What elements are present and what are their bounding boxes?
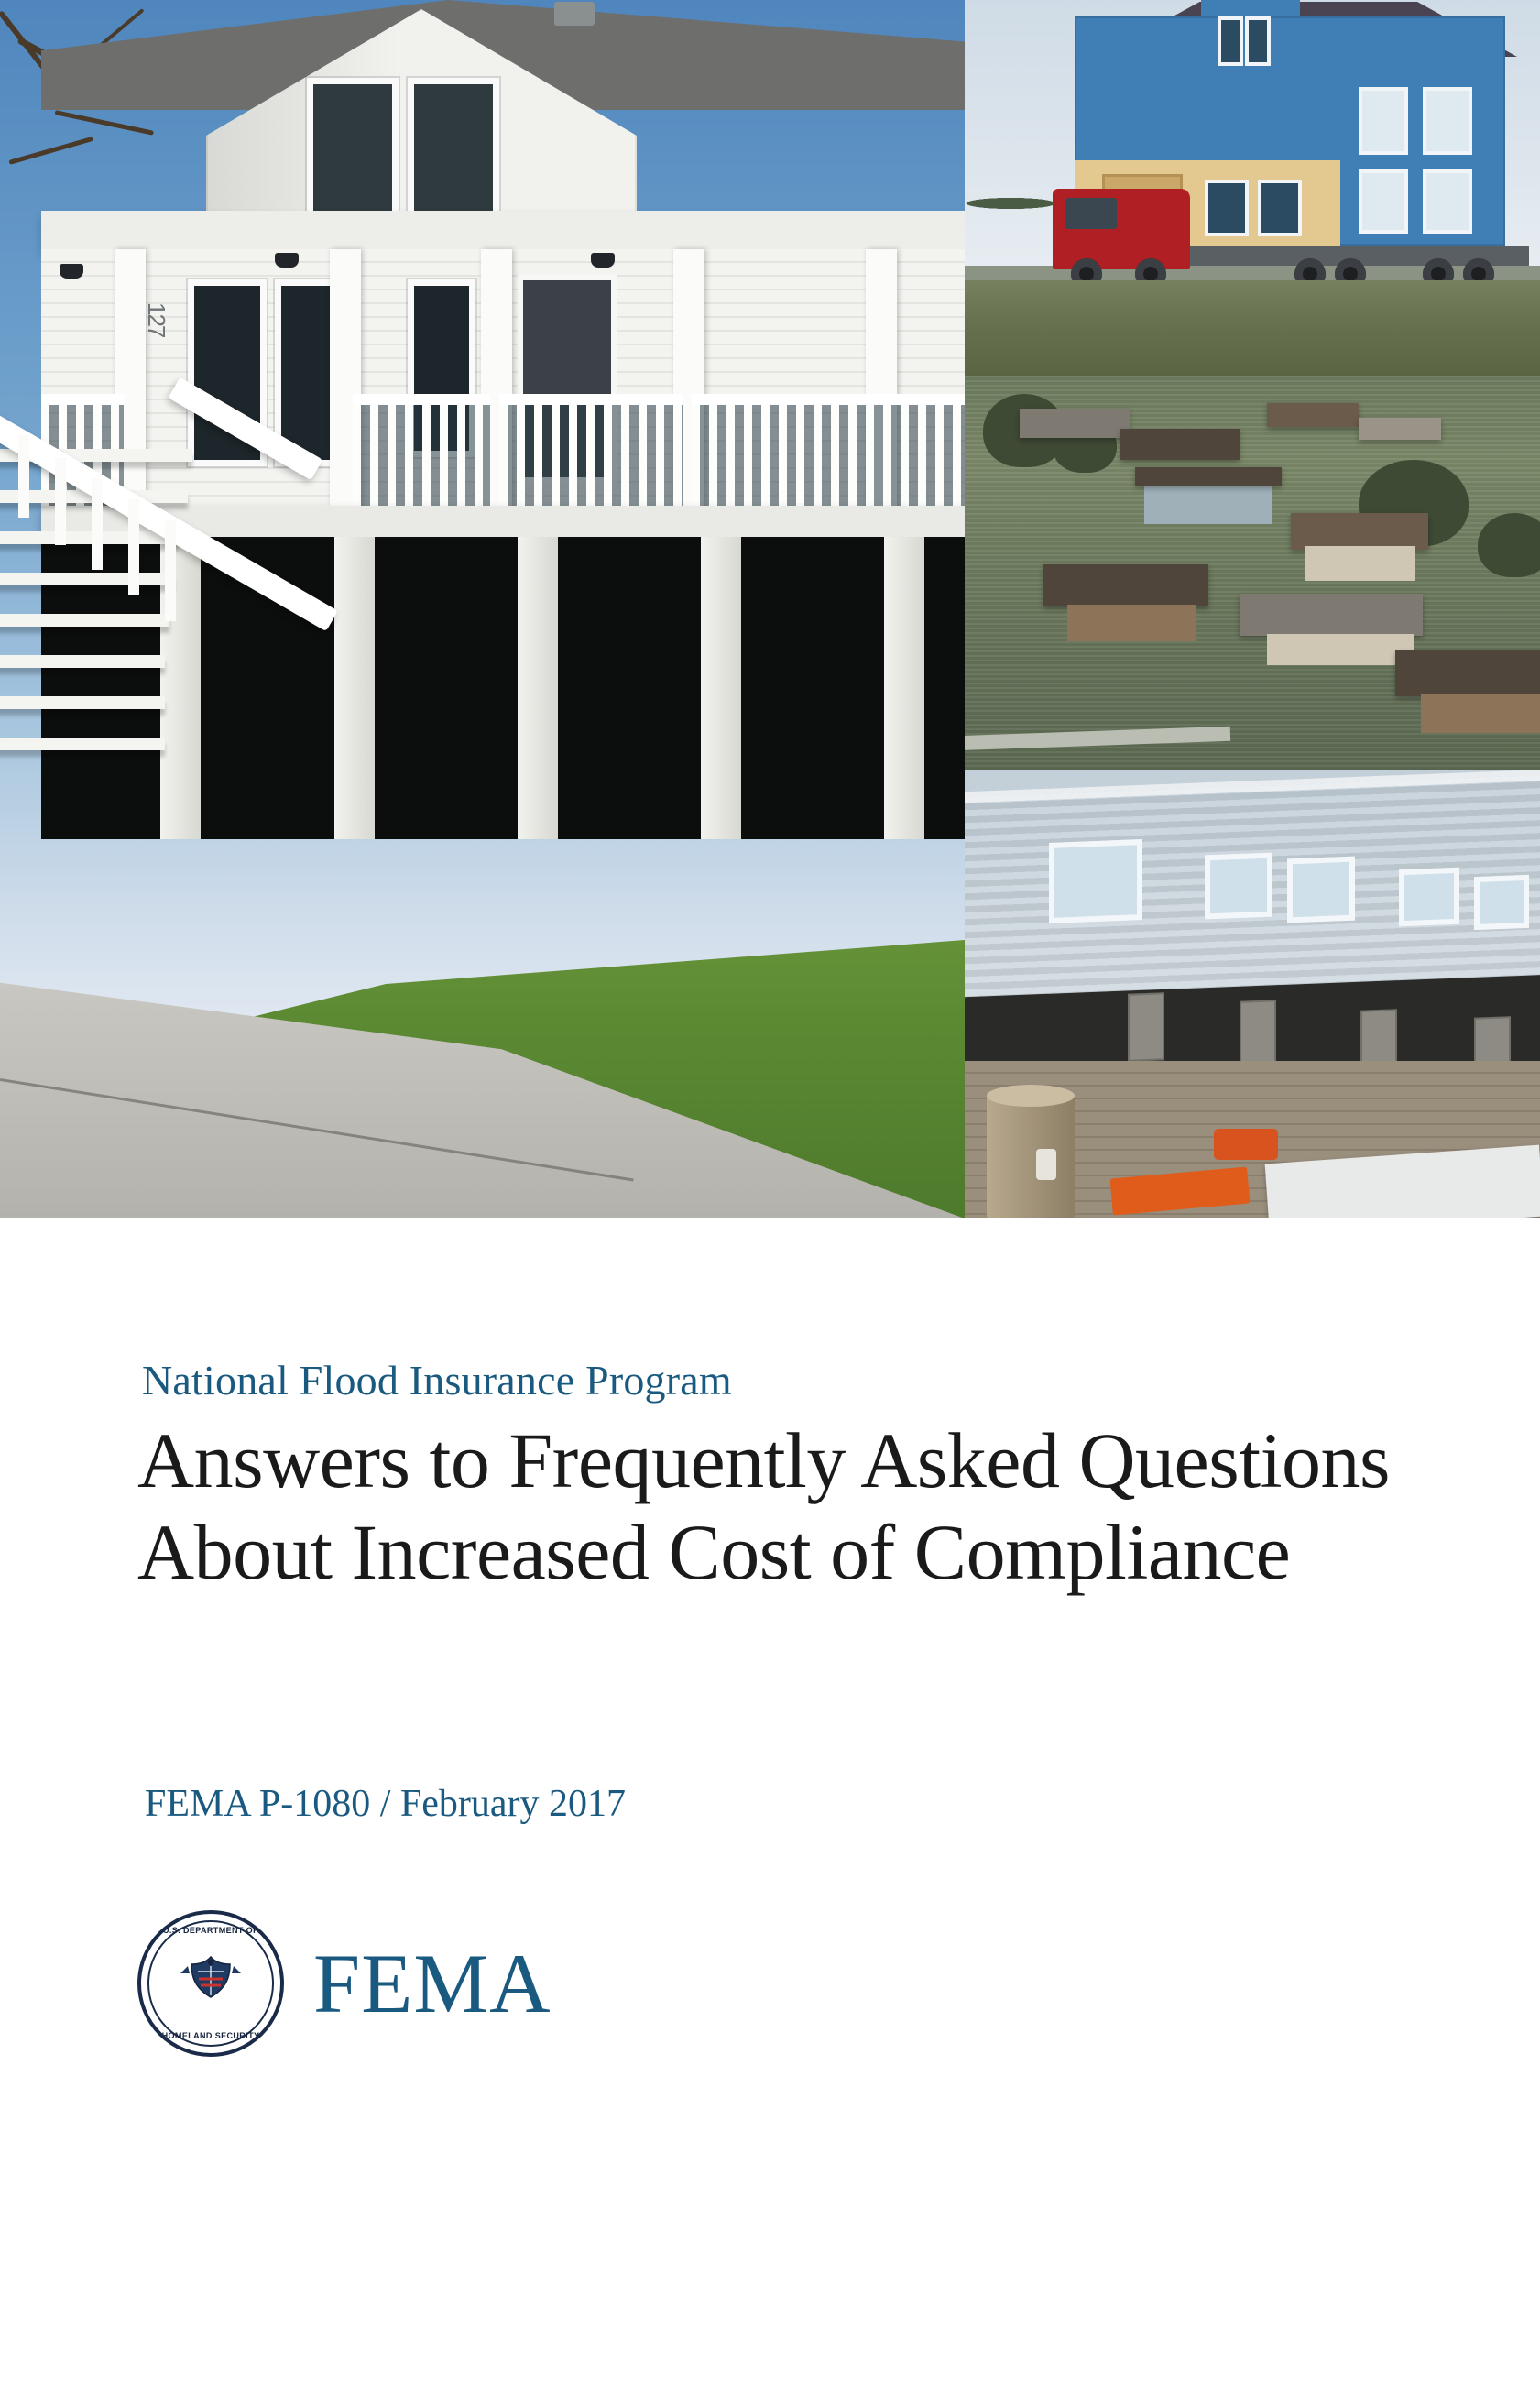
house-window <box>1258 180 1302 236</box>
submerged-roof <box>1267 403 1359 427</box>
pier-block <box>1128 992 1164 1062</box>
truck-window <box>1065 198 1117 229</box>
porch-railing <box>499 394 683 524</box>
stair-baluster <box>18 435 29 518</box>
stair-baluster <box>55 458 66 545</box>
stair-tread <box>0 614 169 627</box>
agency-logo-row <box>137 1910 552 2057</box>
power-tool <box>1214 1129 1278 1160</box>
stair-baluster <box>165 520 176 621</box>
house-relocation-photo <box>965 0 1540 376</box>
porch-roof <box>41 211 965 249</box>
roof-vent <box>554 2 595 26</box>
submerged-building <box>1144 482 1272 524</box>
home-window <box>1474 875 1529 930</box>
stair-tread <box>0 531 179 544</box>
program-name: National Flood Insurance Program <box>142 1357 732 1404</box>
porch-railing <box>692 394 965 524</box>
flooded-neighborhood-photo <box>965 376 1540 770</box>
stair-tread <box>0 573 174 585</box>
submerged-roof <box>1020 409 1130 438</box>
elevated-house-photo <box>0 0 965 1218</box>
manufactured-home-elevation-photo <box>965 770 1540 1218</box>
eagle-shield-icon <box>179 1953 243 2014</box>
tree <box>1478 513 1540 577</box>
porch-light <box>60 264 83 279</box>
home-window <box>1287 857 1355 923</box>
foundation-pier <box>884 537 924 839</box>
page-title: Answers to Frequently Asked Questions About Increased Cost of Compliance <box>137 1416 1390 1596</box>
stair-baluster <box>92 478 103 570</box>
stair-tread <box>0 738 165 750</box>
cover-title-block <box>0 1218 1540 2382</box>
foundation-pier <box>701 537 741 839</box>
submerged-roof <box>1240 594 1423 636</box>
stair-tread <box>0 655 165 668</box>
dormer-window <box>1218 16 1243 66</box>
submerged-roof <box>1291 513 1428 550</box>
house-window <box>1359 169 1408 234</box>
stair-baluster <box>128 499 139 596</box>
house-window <box>1205 180 1249 236</box>
porch-light <box>275 253 299 268</box>
document-id: FEMA P-1080 / February 2017 <box>145 1783 626 1825</box>
submerged-building <box>1421 694 1540 733</box>
submerged-building <box>1067 605 1196 641</box>
dhs-seal-icon <box>137 1910 284 2057</box>
stair-tread <box>0 696 165 709</box>
support-stump <box>987 1090 1075 1218</box>
submerged-roof <box>1120 429 1240 460</box>
house-window <box>1423 87 1472 155</box>
seal-top-text: U.S. DEPARTMENT OF <box>163 1926 258 1936</box>
home-window <box>1399 868 1459 927</box>
submerged-roof <box>1043 564 1208 606</box>
submerged-building <box>1305 546 1415 581</box>
submerged-roof <box>1395 650 1540 696</box>
entry-stairs <box>0 394 385 852</box>
gable-window <box>307 78 399 228</box>
foundation-pier <box>518 537 558 839</box>
support-stump-top <box>987 1085 1075 1107</box>
home-window <box>1205 853 1272 920</box>
house-window <box>1423 169 1472 234</box>
ground <box>965 280 1540 376</box>
fema-wordmark: FEMA <box>313 1937 552 2030</box>
house-window <box>1359 87 1408 155</box>
house-number: 127 <box>143 302 170 337</box>
home-window <box>1049 839 1142 923</box>
dormer-window <box>1245 16 1271 66</box>
porch-light <box>591 253 615 268</box>
pier-block <box>1240 1000 1276 1069</box>
water-jug <box>1036 1149 1056 1180</box>
cover-photo-column <box>965 0 1540 1218</box>
submerged-building <box>1267 634 1414 665</box>
seal-bottom-text: HOMELAND SECURITY <box>161 2031 260 2041</box>
gable-window <box>408 78 499 228</box>
submerged-roof <box>1135 467 1282 486</box>
submerged-roof <box>1359 418 1441 440</box>
